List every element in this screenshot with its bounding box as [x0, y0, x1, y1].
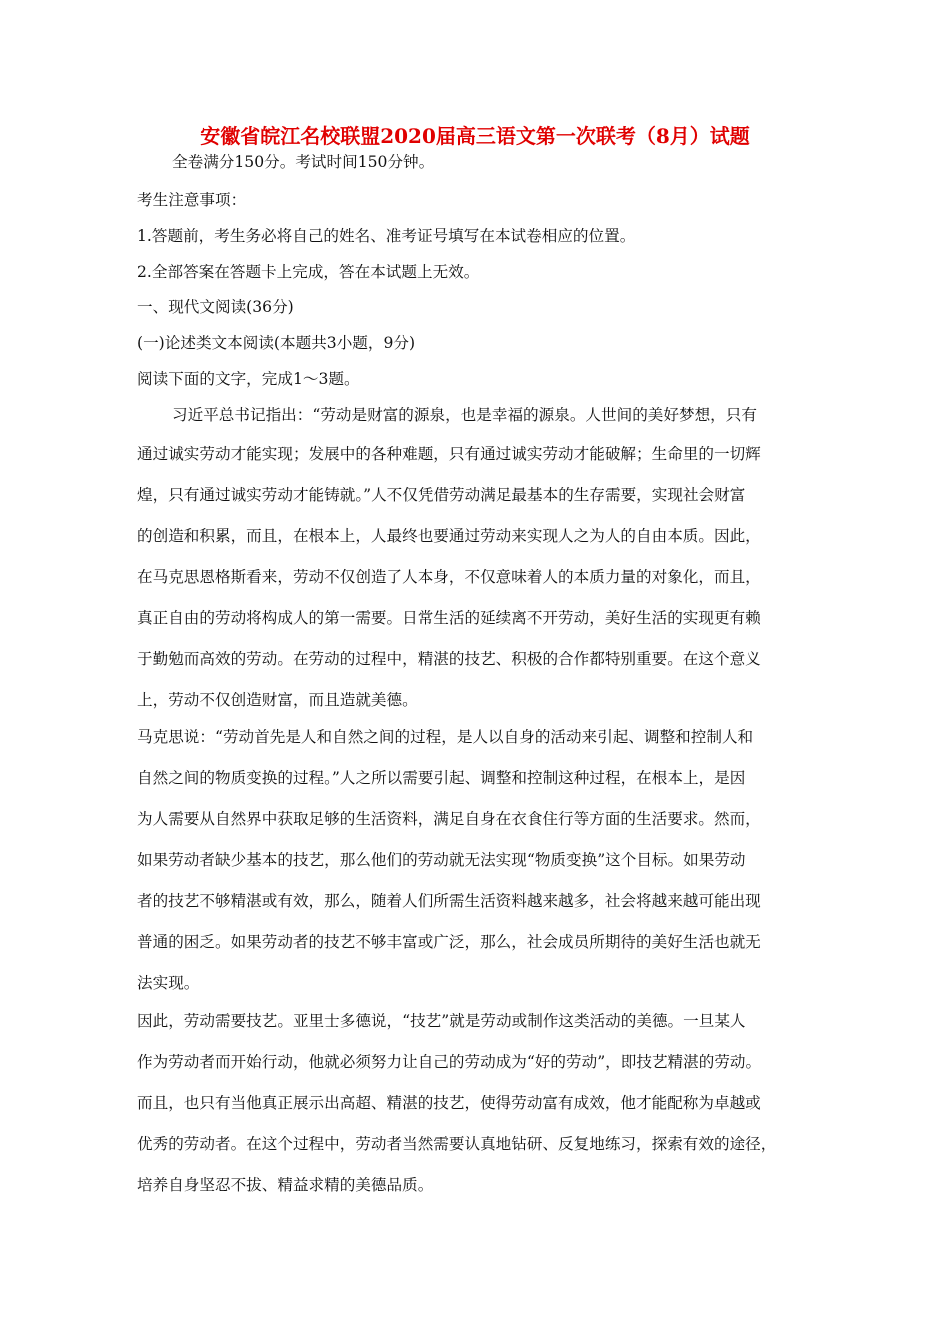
passage-line: 而且，也只有当他真正展示出高超、精湛的技艺，使得劳动富有成效，他才能配称为卓越或: [137, 1094, 761, 1112]
score-time-note: 全卷满分150分。考试时间150分钟。: [172, 153, 435, 171]
passage-line: 真正自由的劳动将构成人的第一需要。日常生活的延续离不开劳动，美好生活的实现更有赖: [137, 609, 761, 627]
section-heading: 一、现代文阅读(36分): [137, 298, 294, 316]
passage-line: 普通的困乏。如果劳动者的技艺不够丰富或广泛，那么，社会成员所期待的美好生活也就无: [137, 933, 761, 951]
passage-line: 马克思说：“劳动首先是人和自然之间的过程，是人以自身的活动来引起、调整和控制人和: [137, 728, 754, 746]
notice-item-2: 2.全部答案在答题卡上完成，答在本试题上无效。: [137, 263, 480, 281]
passage-line: 的创造和积累，而且，在根本上，人最终也要通过劳动来实现人之为人的自由本质。因此，: [137, 527, 761, 545]
passage-line: 如果劳动者缺少基本的技艺，那么他们的劳动就无法实现“物质变换”这个目标。如果劳动: [137, 851, 746, 869]
passage-line: 培养自身坚忍不拔、精益求精的美德品质。: [137, 1176, 434, 1194]
passage-line: 因此，劳动需要技艺。亚里士多德说，“技艺”就是劳动或制作这类活动的美德。一旦某人: [137, 1012, 746, 1030]
notice-heading: 考生注意事项：: [137, 191, 247, 209]
subsection-heading: (一)论述类文本阅读(本题共3小题，9分): [137, 334, 416, 352]
passage-line: 作为劳动者而开始行动，他就必须努力让自己的劳动成为“好的劳动”，即技艺精湛的劳动。: [137, 1053, 762, 1071]
passage-line: 者的技艺不够精湛或有效，那么，随着人们所需生活资料越来越多，社会将越来越可能出现: [137, 892, 761, 910]
passage-line: 自然之间的物质变换的过程。”人之所以需要引起、调整和控制这种过程，在根本上，是因: [137, 769, 746, 787]
passage-line: 通过诚实劳动才能实现；发展中的各种难题，只有通过诚实劳动才能破解；生命里的一切辉: [137, 445, 761, 463]
passage-line: 为人需要从自然界中获取足够的生活资料，满足自身在衣食住行等方面的生活要求。然而，: [137, 810, 761, 828]
passage-line: 于勤勉而高效的劳动。在劳动的过程中，精湛的技艺、积极的合作都特别重要。在这个意义: [137, 650, 761, 668]
document-title: 安徽省皖江名校联盟2020届高三语文第一次联考（8月）试题: [200, 124, 750, 148]
passage-line: 在马克思恩格斯看来，劳动不仅创造了人本身，不仅意味着人的本质力量的对象化，而且，: [137, 568, 761, 586]
notice-item-1: 1.答题前，考生务必将自己的姓名、准考证号填写在本试卷相应的位置。: [137, 227, 636, 245]
passage-line: 优秀的劳动者。在这个过程中，劳动者当然需要认真地钻研、反复地练习，探索有效的途径，: [137, 1135, 777, 1153]
reading-instruction: 阅读下面的文字，完成1～3题。: [137, 370, 360, 388]
passage-line: 上，劳动不仅创造财富，而且造就美德。: [137, 691, 418, 709]
passage-line: 煌，只有通过诚实劳动才能铸就。”人不仅凭借劳动满足最基本的生存需要，实现社会财富: [137, 486, 746, 504]
passage-line: 习近平总书记指出：“劳动是财富的源泉，也是幸福的源泉。人世间的美好梦想，只有: [172, 406, 757, 424]
passage-line: 法实现。: [137, 974, 200, 992]
